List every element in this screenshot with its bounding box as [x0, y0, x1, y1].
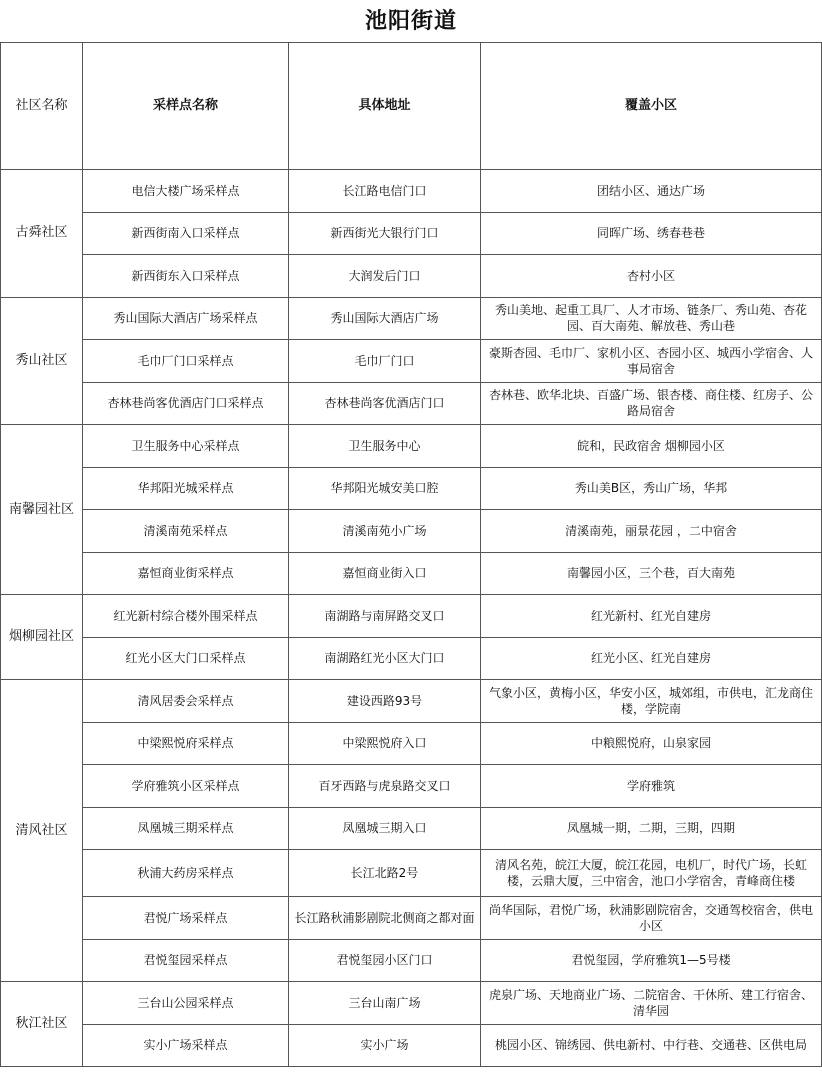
table-row — [1, 807, 822, 850]
address-cell: 嘉恒商业街入口 — [289, 552, 481, 595]
community-cell: 古舜社区 — [1, 170, 83, 298]
coverage-cell: 桃园小区、锦绣园、供电新村、中行巷、交通巷、区供电局 — [481, 1024, 822, 1067]
table-row — [1, 765, 822, 808]
address-cell: 长江路电信门口 — [289, 170, 481, 213]
table-row — [1, 510, 822, 553]
address-cell: 秀山国际大酒店广场 — [289, 297, 481, 340]
address-cell: 三台山南广场 — [289, 982, 481, 1025]
table-row — [1, 680, 822, 723]
table-header-row — [1, 43, 822, 170]
coverage-cell: 红光新村、红光自建房 — [481, 595, 822, 638]
table-row — [1, 595, 822, 638]
coverage-cell: 学府雅筑 — [481, 765, 822, 808]
coverage-cell: 杏林巷、欧华北块、百盛广场、银杏楼、商住楼、红房子、公路局宿舍 — [481, 382, 822, 425]
address-cell: 凤凰城三期入口 — [289, 807, 481, 850]
table-row — [1, 212, 822, 255]
site-cell: 君悦玺园采样点 — [83, 939, 289, 982]
coverage-cell: 秀山美B区，秀山广场，华邦 — [481, 467, 822, 510]
site-cell: 实小广场采样点 — [83, 1024, 289, 1067]
table-row — [1, 1024, 822, 1067]
coverage-cell: 团结小区、通达广场 — [481, 170, 822, 213]
site-cell: 毛巾厂门口采样点 — [83, 340, 289, 383]
table-row — [1, 897, 822, 940]
table-row — [1, 722, 822, 765]
address-cell: 华邦阳光城安美口腔 — [289, 467, 481, 510]
address-cell: 实小广场 — [289, 1024, 481, 1067]
site-cell: 新西街南入口采样点 — [83, 212, 289, 255]
site-cell: 中梁熙悦府采样点 — [83, 722, 289, 765]
table-row — [1, 467, 822, 510]
site-cell: 红光新村综合楼外围采样点 — [83, 595, 289, 638]
site-cell: 华邦阳光城采样点 — [83, 467, 289, 510]
site-cell: 杏林巷尚客优酒店门口采样点 — [83, 382, 289, 425]
header-coverage: 覆盖小区 — [481, 43, 822, 170]
address-cell: 清溪南苑小广场 — [289, 510, 481, 553]
coverage-cell: 南馨园小区，三个巷，百大南苑 — [481, 552, 822, 595]
table-row — [1, 982, 822, 1025]
table-row — [1, 637, 822, 680]
table-row — [1, 340, 822, 383]
table-row — [1, 425, 822, 468]
coverage-cell: 同晖广场、绣春巷巷 — [481, 212, 822, 255]
address-cell: 卫生服务中心 — [289, 425, 481, 468]
site-cell: 红光小区大门口采样点 — [83, 637, 289, 680]
site-cell: 新西街东入口采样点 — [83, 255, 289, 298]
site-cell: 清溪南苑采样点 — [83, 510, 289, 553]
header-address: 具体地址 — [289, 43, 481, 170]
address-cell: 建设西路93号 — [289, 680, 481, 723]
table-row — [1, 552, 822, 595]
site-cell: 凤凰城三期采样点 — [83, 807, 289, 850]
site-cell: 电信大楼广场采样点 — [83, 170, 289, 213]
header-site: 采样点名称 — [83, 43, 289, 170]
page-title: 池阳街道 — [364, 9, 457, 34]
table-row — [1, 255, 822, 298]
coverage-cell: 清风名苑，皖江大厦，皖江花园，电机厂，时代广场，长虹楼，云鼎大厦，三中宿舍，池口小学宿舍，青峰商住楼 — [481, 850, 822, 897]
address-cell: 南湖路与南屏路交叉口 — [289, 595, 481, 638]
coverage-cell: 红光小区、红光自建房 — [481, 637, 822, 680]
sampling-sites-table — [0, 42, 822, 1067]
coverage-cell: 气象小区，黄梅小区，华安小区，城郊组，市供电，汇龙商住楼，学院南 — [481, 680, 822, 723]
address-cell: 毛巾厂门口 — [289, 340, 481, 383]
address-cell: 君悦玺园小区门口 — [289, 939, 481, 982]
coverage-cell: 中粮熙悦府，山泉家园 — [481, 722, 822, 765]
coverage-cell: 皖和，民政宿舍 烟柳园小区 — [481, 425, 822, 468]
table-row — [1, 850, 822, 897]
address-cell: 南湖路红光小区大门口 — [289, 637, 481, 680]
header-community: 社区名称 — [1, 43, 83, 170]
site-cell: 卫生服务中心采样点 — [83, 425, 289, 468]
address-cell: 杏林巷尚客优酒店门口 — [289, 382, 481, 425]
community-cell: 清风社区 — [1, 680, 83, 982]
site-cell: 三台山公园采样点 — [83, 982, 289, 1025]
coverage-cell: 虎泉广场、天地商业广场、二院宿舍、干休所、建工行宿舍、清华园 — [481, 982, 822, 1025]
table-row — [1, 297, 822, 340]
site-cell: 秀山国际大酒店广场采样点 — [83, 297, 289, 340]
coverage-cell: 君悦玺园，学府雅筑1—5号楼 — [481, 939, 822, 982]
table-row — [1, 939, 822, 982]
site-cell: 君悦广场采样点 — [83, 897, 289, 940]
coverage-cell: 清溪南苑，丽景花园 ，二中宿舍 — [481, 510, 822, 553]
table-row — [1, 170, 822, 213]
community-cell: 烟柳园社区 — [1, 595, 83, 680]
coverage-cell: 秀山美地、起重工具厂、人才市场、链条厂、秀山苑、杏花园、百大南苑、解放巷、秀山巷 — [481, 297, 822, 340]
coverage-cell: 凤凰城一期，二期，三期，四期 — [481, 807, 822, 850]
table-row — [1, 382, 822, 425]
address-cell: 新西街光大银行门口 — [289, 212, 481, 255]
community-cell: 秀山社区 — [1, 297, 83, 425]
address-cell: 中梁熙悦府入口 — [289, 722, 481, 765]
site-cell: 嘉恒商业街采样点 — [83, 552, 289, 595]
address-cell: 长江路秋浦影剧院北侧商之都对面 — [289, 897, 481, 940]
coverage-cell: 杏村小区 — [481, 255, 822, 298]
coverage-cell: 尚华国际，君悦广场，秋浦影剧院宿舍，交通驾校宿舍，供电小区 — [481, 897, 822, 940]
site-cell: 清风居委会采样点 — [83, 680, 289, 723]
address-cell: 大润发后门口 — [289, 255, 481, 298]
site-cell: 学府雅筑小区采样点 — [83, 765, 289, 808]
community-cell: 秋江社区 — [1, 982, 83, 1067]
coverage-cell: 豪斯杏园、毛巾厂、家机小区、杏园小区、城西小学宿舍、人事局宿舍 — [481, 340, 822, 383]
address-cell: 百牙西路与虎泉路交叉口 — [289, 765, 481, 808]
community-cell: 南馨园社区 — [1, 425, 83, 595]
site-cell: 秋浦大药房采样点 — [83, 850, 289, 897]
address-cell: 长江北路2号 — [289, 850, 481, 897]
